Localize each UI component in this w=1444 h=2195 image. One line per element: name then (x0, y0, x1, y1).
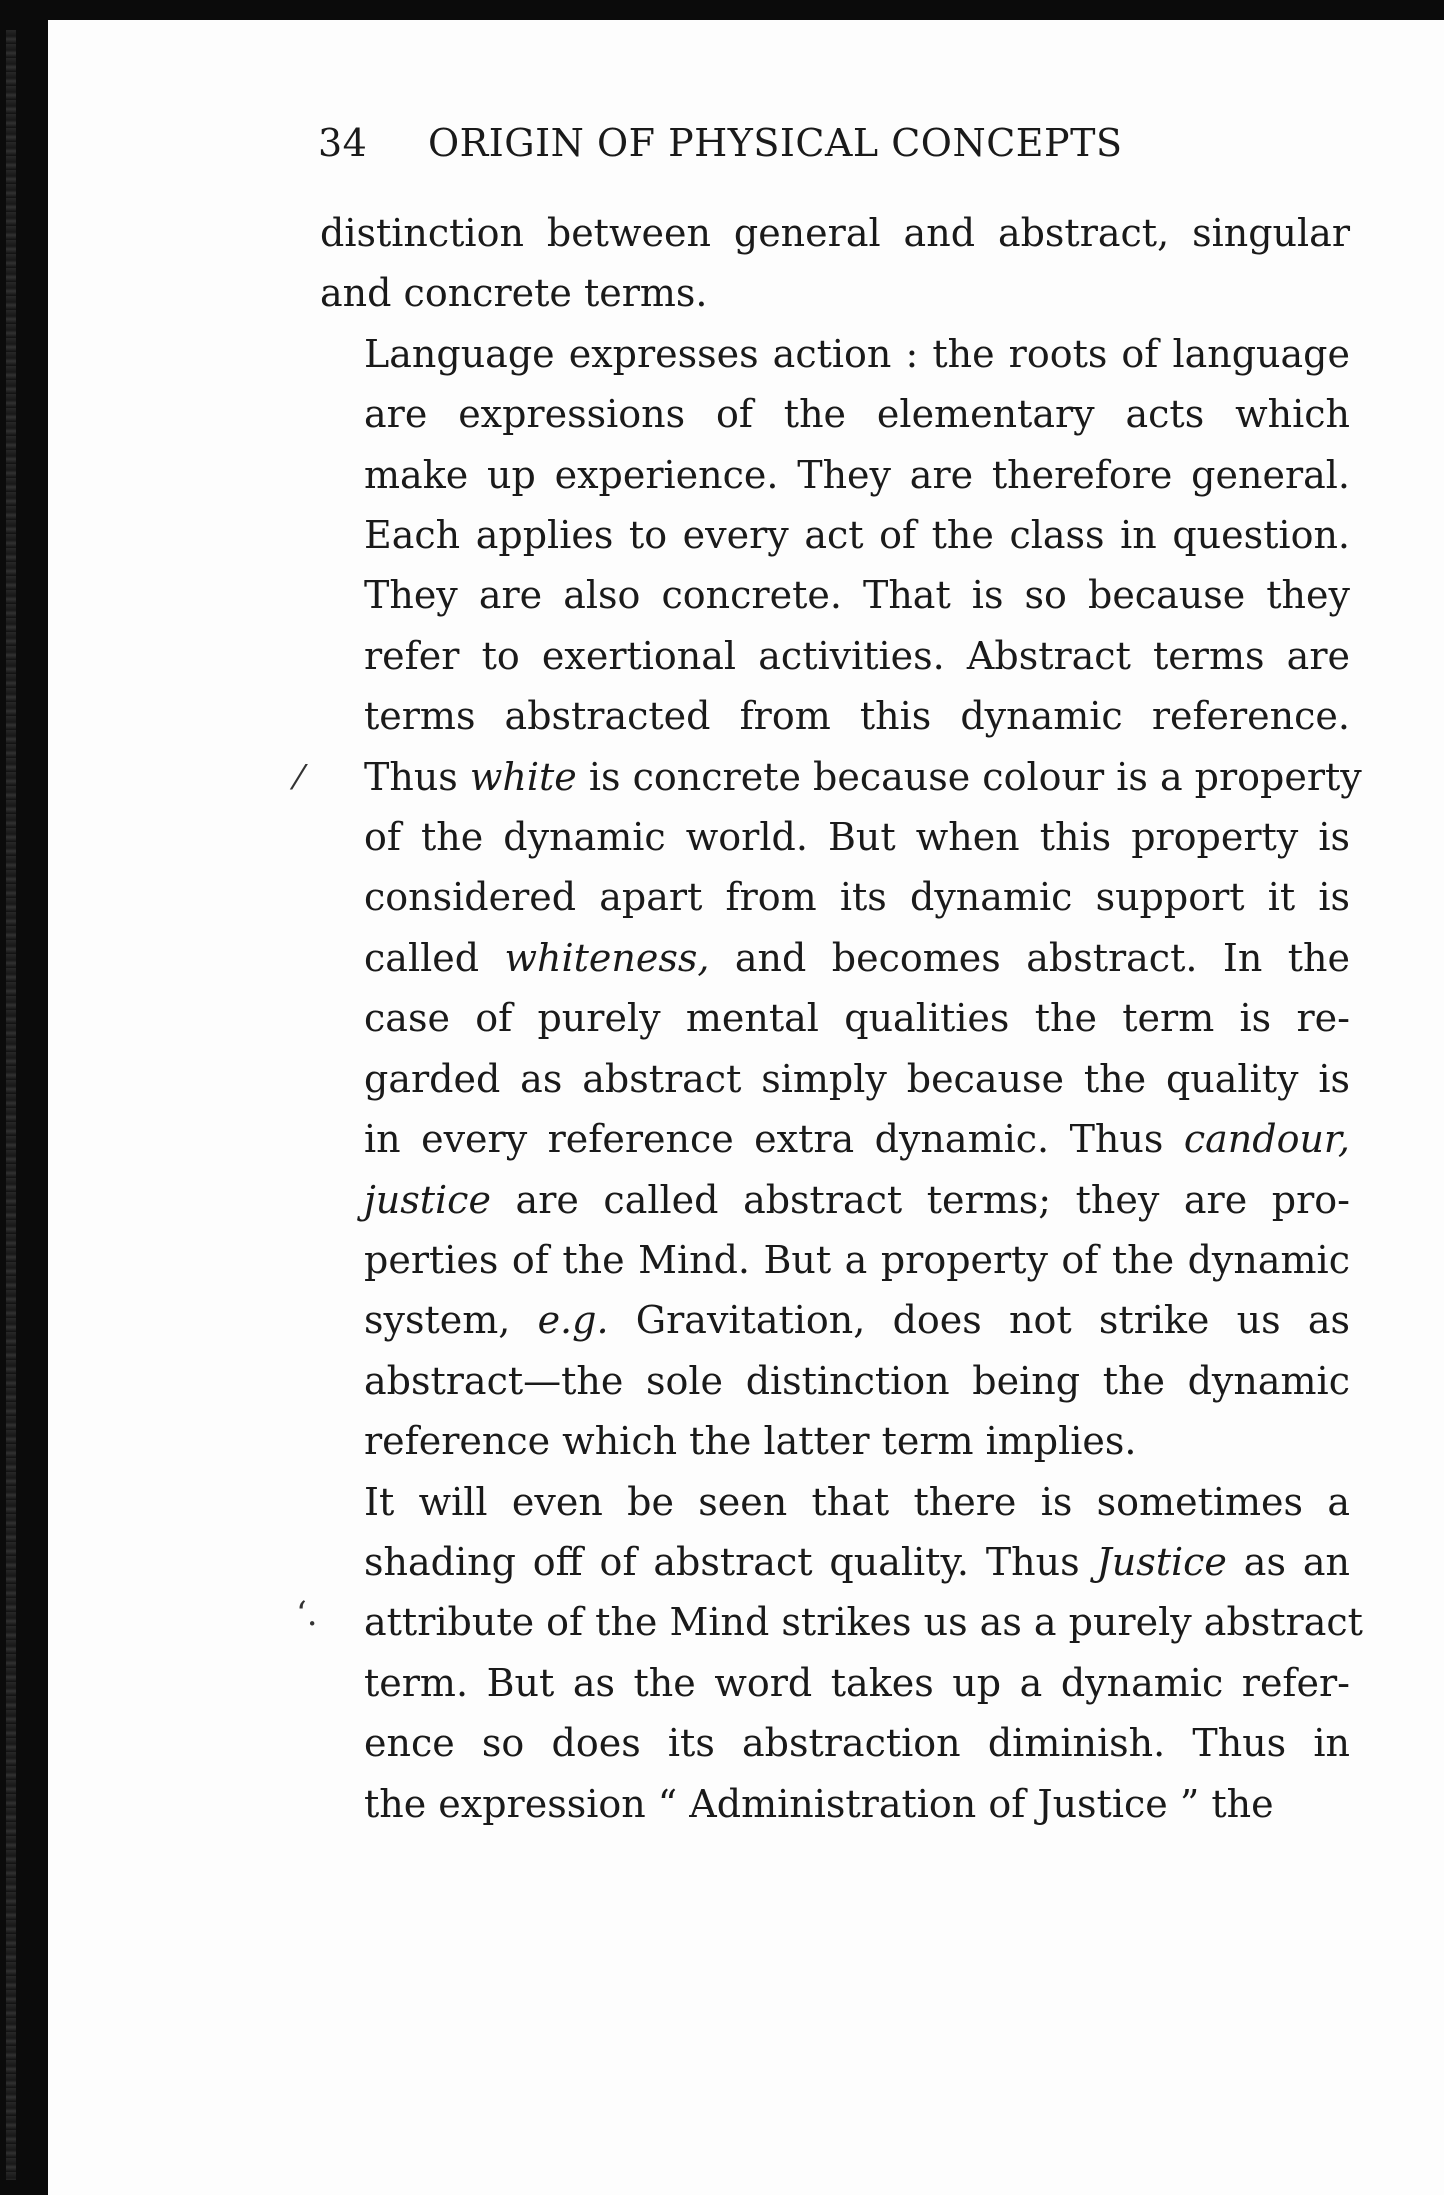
text-line: refer to exertional activities. Abstract terms are (364, 633, 1350, 678)
text-line: shading off of abstract quality. Thus Justice as an (364, 1539, 1350, 1584)
text-line: and concrete terms. (320, 271, 708, 316)
text-line: ence so does its abstraction diminish. Thus in (364, 1721, 1350, 1766)
margin-pencil-mark: ⁄ (296, 758, 302, 798)
text-line: justice are called abstract terms; they are pro- (364, 1177, 1350, 1222)
italic-term: e.g. (537, 1298, 609, 1343)
paragraph (320, 1472, 1363, 1834)
text-line: Language expresses action : the roots of language (364, 331, 1350, 376)
paragraph (320, 324, 1362, 1472)
text-line: system, e.g. Gravitation, does not strike us as (364, 1298, 1350, 1343)
text-line: Each applies to every act of the class in question. (364, 513, 1350, 558)
body-text (320, 203, 1363, 1834)
italic-term: candour, (1183, 1117, 1350, 1162)
running-title: ORIGIN OF PHYSICAL CONCEPTS (428, 121, 1123, 165)
text-line: case of purely mental qualities the term is re- (364, 996, 1350, 1041)
running-header (318, 118, 1348, 168)
text-line: make up experience. They are therefore general. (364, 452, 1350, 497)
text-line: the expression “ Administration of Justice ” the (364, 1781, 1274, 1826)
italic-term: Justice (1096, 1539, 1227, 1584)
margin-pencil-mark: ‘. (296, 1594, 318, 1634)
scan-left-border (0, 0, 48, 2195)
text-line: perties of the Mind. But a property of the dynamic (364, 1237, 1350, 1282)
text-line: term. But as the word takes up a dynamic refer- (364, 1660, 1350, 1705)
text-line: Thus white is concrete because colour is a property (364, 754, 1362, 799)
text-line: distinction between general and abstract, singular (320, 211, 1350, 255)
text-line: in every reference extra dynamic. Thus candour, (364, 1117, 1350, 1162)
italic-term: whiteness, (504, 935, 710, 980)
text-line: considered apart from its dynamic support it is (364, 875, 1350, 920)
text-line: reference which the latter term implies. (364, 1419, 1137, 1464)
book-spine-edge (6, 30, 16, 2180)
text-line: attribute of the Mind strikes us as a purely abstract (364, 1600, 1363, 1645)
text-line: They are also concrete. That is so because they (364, 573, 1350, 618)
text-line: terms abstracted from this dynamic reference. (364, 694, 1350, 739)
paragraph (320, 203, 1350, 324)
text-line: It will even be seen that there is sometimes a (364, 1479, 1350, 1524)
text-line: called whiteness, and becomes abstract. In the (364, 935, 1350, 980)
text-line: are expressions of the elementary acts which (364, 392, 1350, 437)
scan-top-border (0, 0, 1444, 20)
text-line: of the dynamic world. But when this property is (364, 815, 1350, 860)
italic-term: white (469, 754, 577, 799)
text-line: garded as abstract simply because the quality is (364, 1056, 1350, 1101)
text-line: abstract—the sole distinction being the dynamic (364, 1358, 1350, 1403)
italic-term: justice (364, 1177, 491, 1222)
page-number: 34 (318, 121, 368, 165)
